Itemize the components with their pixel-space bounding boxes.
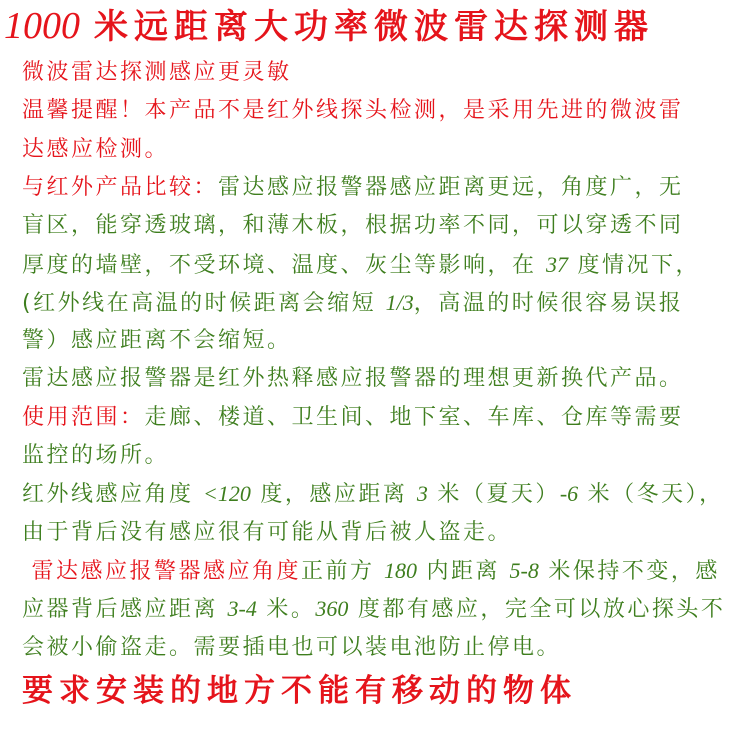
text-segment: 米（夏天）: [427, 482, 560, 508]
text-line: [22, 55, 748, 91]
text-segment: 厚度的墙壁，不受环境、温度、灰尘等影响，在: [22, 252, 546, 278]
numeric-value: 37: [546, 251, 568, 277]
text-segment: 度，感应距离: [250, 482, 417, 508]
numeric-value: <120: [203, 481, 251, 507]
text-segment: 与红外产品比较：: [22, 174, 219, 200]
text-line: [22, 132, 748, 168]
text-line: [22, 208, 748, 244]
text-segment: 雷达感应报警器感应距离更远，角度广，无: [218, 174, 684, 200]
text-segment: 会被小偷盗走。需要插电也可以装电池防止停电。: [22, 634, 562, 660]
text-segment: 雷达感应报警器是红外热释感应报警器的理想更新换代产品。: [22, 366, 684, 392]
text-line: [22, 323, 748, 359]
numeric-value: 3: [416, 481, 428, 507]
text-line: [22, 591, 748, 627]
numeric-value: 180: [384, 557, 417, 583]
text-segment: (红外线在高温的时候距离会缩短: [22, 290, 386, 316]
text-segment: 红外线感应角度: [22, 482, 203, 508]
text-line: [22, 400, 748, 436]
text-segment: 温馨提醒！本产品不是红外线探头检测，是采用先进的微波雷: [22, 98, 684, 124]
text-line: [22, 170, 748, 206]
text-segment: 米（冬天），: [578, 482, 724, 508]
text-line: [22, 515, 748, 551]
text-line: [22, 285, 748, 321]
text-line: [22, 247, 748, 283]
text-segment: 雷达感应报警器感应角度: [22, 558, 301, 584]
numeric-value: -6: [559, 481, 579, 507]
page-title: [4, 2, 746, 50]
text-segment: 盲区，能穿透玻璃，和薄木板，根据功率不同，可以穿透不同: [22, 213, 684, 239]
text-segment: 米保持不变，感: [538, 558, 720, 584]
text-segment: 由于背后没有感应很有可能从背后被人盗走。: [22, 519, 513, 545]
numeric-value: 360: [315, 596, 349, 622]
numeric-value: 5-8: [509, 557, 539, 583]
text-segment: 微波雷达探测感应更灵敏: [22, 60, 292, 85]
text-segment: 达感应检测。: [22, 136, 170, 162]
text-line: [22, 476, 748, 512]
numeric-value: 1/3: [385, 289, 414, 315]
title-text: 米远距离大功率微波雷达探测器: [94, 7, 654, 47]
text-segment: 警）感应距离不会缩短。: [22, 328, 292, 354]
text-line: [22, 361, 748, 397]
text-segment: ，高温的时候很容易误报: [413, 290, 684, 316]
installation-warning: 要求安装的地方不能有移动的物体: [22, 673, 577, 709]
text-segment: 走廊、楼道、卫生间、地下室、车库、仓库等需要: [144, 404, 684, 430]
text-segment: 使用范围：: [22, 404, 145, 430]
text-segment: 应器背后感应距离: [22, 597, 228, 623]
text-line: [22, 93, 748, 129]
text-segment: 监控的场所。: [22, 443, 170, 468]
text-segment: 度都有感应，完全可以放心探头不: [348, 597, 726, 623]
text-line: [22, 438, 748, 474]
text-line: [22, 553, 748, 589]
text-segment: 米。: [256, 597, 316, 623]
text-segment: 度情况下，: [568, 252, 700, 278]
numeric-value: 3-4: [227, 596, 257, 622]
text-line: [22, 630, 748, 666]
title-number: 1000: [4, 5, 80, 47]
text-segment: 内距离: [417, 558, 510, 584]
text-segment: 正前方: [301, 558, 384, 584]
